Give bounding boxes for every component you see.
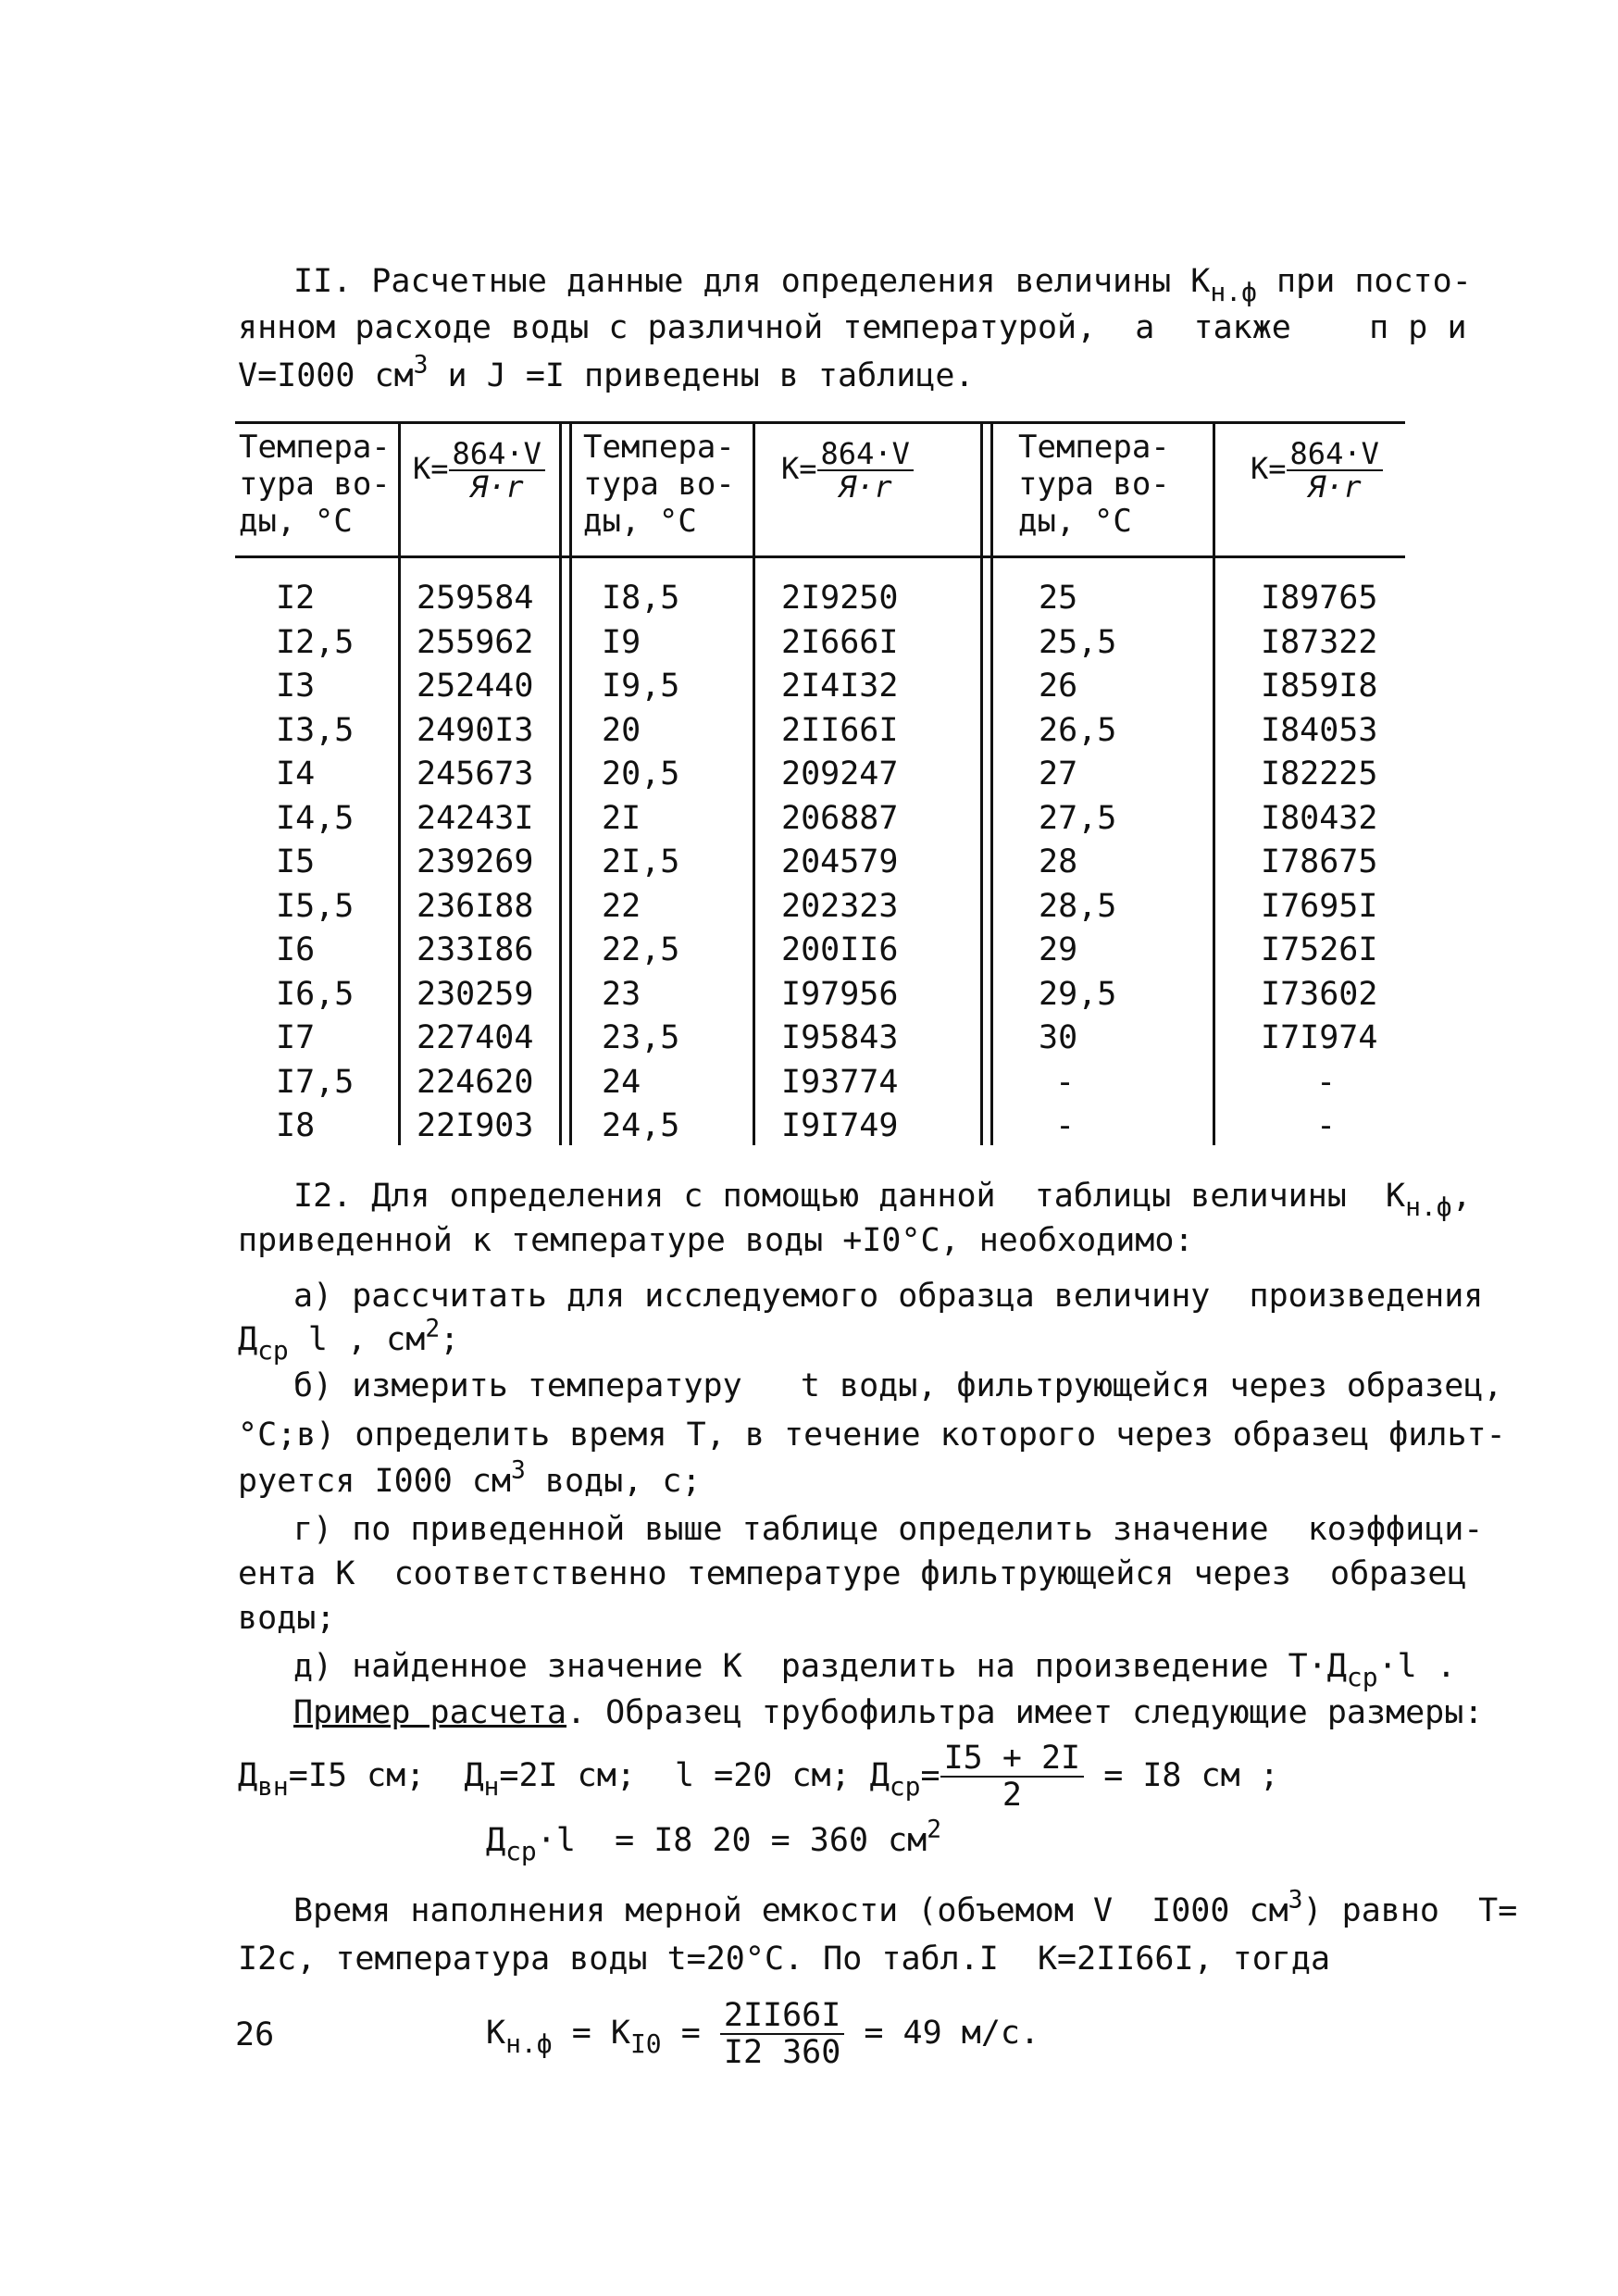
table-cell: 22 (602, 887, 641, 925)
table-cell: I84053 (1261, 711, 1378, 749)
table-cell: 2I666I (781, 623, 899, 661)
section-12-line-9: ента К соответственно температуре фильтрующейся через образец (238, 1555, 1467, 1592)
table-cell: 227404 (417, 1019, 534, 1056)
table-double-divider (980, 421, 993, 1145)
column-k-3 (1261, 577, 1377, 1149)
table-divider (753, 421, 755, 1145)
table-cell: 2II66I (781, 711, 899, 749)
column-temperature-3 (1039, 577, 1116, 1149)
table-cell: 200II6 (781, 931, 899, 968)
table-cell: - (1316, 1107, 1337, 1144)
section-12-line-4: $Д_{ср}$ l , $см^2$; (238, 1315, 460, 1366)
table-cell: 20,5 (602, 755, 680, 792)
header-temperature: Темпера- тура во- ды, °С (1018, 429, 1170, 540)
table-cell: 27,5 (1039, 799, 1117, 837)
table-cell: I97956 (781, 975, 899, 1013)
column-temperature-2 (602, 577, 679, 1149)
table-cell: 24243I (417, 799, 534, 837)
table-cell: 209247 (781, 755, 899, 792)
table-cell: I4,5 (276, 799, 355, 837)
section-12-line-1: I2. Для определения с помощью данной таблицы величины $К_{н.ф}$, (293, 1178, 1472, 1222)
table-cell: 2I,5 (602, 843, 680, 880)
table-cell: I6 (276, 931, 316, 968)
example-line-4: Время наполнения мерной емкости (объемом V I000 $см^3$) равно Т= (293, 1886, 1518, 1929)
table-cell: 28,5 (1039, 887, 1117, 925)
header-temperature: Темпера- тура во- ды, °С (239, 429, 391, 540)
table-cell: I7 (276, 1019, 316, 1056)
table-cell: - (1316, 1063, 1337, 1101)
section-12-line-10: воды; (238, 1600, 336, 1637)
header-k-formula: К= 864·V Я·r (413, 438, 545, 503)
table-cell: 255962 (417, 623, 534, 661)
table-cell: 30 (1039, 1019, 1078, 1056)
data-table (235, 421, 1405, 1145)
table-cell: 252440 (417, 668, 534, 705)
header-temperature: Темпера- тура во- ды, °С (583, 429, 735, 540)
header-k-formula: К= 864·V Я·r (781, 438, 914, 503)
table-cell: I89765 (1261, 580, 1378, 617)
table-cell: - (1055, 1107, 1076, 1144)
example-title: Пример расчета (293, 1694, 567, 1731)
table-cell: 259584 (417, 580, 534, 617)
table-cell: I87322 (1261, 623, 1378, 661)
table-cell: 26 (1039, 668, 1078, 705)
table-cell: I93774 (781, 1063, 899, 1101)
table-cell: I7,5 (276, 1063, 355, 1101)
table-cell: 20 (602, 711, 641, 749)
table-cell: I80432 (1261, 799, 1378, 837)
table-cell: 236I88 (417, 887, 534, 925)
section-12-line-11: д) найденное значение К разделить на произведение $Т\cdot Д_{ср}\cdot l$ . (293, 1648, 1456, 1692)
table-cell: 23,5 (602, 1019, 680, 1056)
table-cell: 24,5 (602, 1107, 680, 1144)
table-cell: I78675 (1261, 843, 1378, 880)
table-cell: I3,5 (276, 711, 355, 749)
section-11-line-2: янном расходе воды с различной температурой, а также п р и (238, 309, 1467, 346)
table-cell: 2I9250 (781, 580, 899, 617)
example-line-3: $Д_{ср}\cdot l = I8$ 20 = 360 $см^2$ (486, 1816, 942, 1866)
table-cell: I9,5 (602, 668, 680, 705)
section-12-line-2: приведенной к температуре воды +I0°С, необходимо: (238, 1222, 1194, 1259)
table-cell: 25,5 (1039, 623, 1117, 661)
table-cell: I9I749 (781, 1107, 899, 1144)
example-line-1: Пример расчета. Образец трубофильтра имеет следующие размеры: (293, 1694, 1484, 1731)
header-k-formula: К= 864·V Я·r (1251, 438, 1383, 503)
table-cell: I7695I (1261, 887, 1378, 925)
section-12-line-5: б) измерить температуру t воды, фильтрующейся через образец, (293, 1367, 1503, 1404)
table-cell: 233I86 (417, 931, 534, 968)
table-cell: I3 (276, 668, 316, 705)
page-number: 26 (235, 2016, 275, 2053)
table-cell: 26,5 (1039, 711, 1117, 749)
table-cell: I8,5 (602, 580, 680, 617)
table-cell: 239269 (417, 843, 534, 880)
table-divider (398, 421, 401, 1145)
table-cell: I6,5 (276, 975, 355, 1013)
table-top-rule (235, 421, 1405, 424)
table-cell: 25 (1039, 580, 1078, 617)
table-cell: I5 (276, 843, 316, 880)
section-11-line-3: V=I000 $см^3$ и J =I приведены в таблице. (238, 351, 975, 394)
table-cell: I2,5 (276, 623, 355, 661)
table-cell: 22I903 (417, 1107, 534, 1144)
table-cell: 28 (1039, 843, 1078, 880)
section-11-line-1: II. Расчетные данные для определения величины $К_{н.ф}$ при посто- (293, 263, 1472, 307)
table-cell: 245673 (417, 755, 534, 792)
table-cell: I5,5 (276, 887, 355, 925)
table-double-divider (559, 421, 572, 1145)
table-cell: I4 (276, 755, 316, 792)
table-cell: I859I8 (1261, 668, 1378, 705)
table-divider (1213, 421, 1215, 1145)
table-cell: 2I (602, 799, 641, 837)
table-cell: 224620 (417, 1063, 534, 1101)
section-12-line-3: а) рассчитать для исследуемого образца величину произведения (293, 1278, 1484, 1315)
column-k-1 (417, 577, 533, 1149)
table-cell: 2I4I32 (781, 668, 899, 705)
table-header-rule (235, 555, 1405, 558)
table-cell: I7I974 (1261, 1019, 1378, 1056)
table-cell: I9 (602, 623, 641, 661)
table-cell: 23 (602, 975, 641, 1013)
example-line-5: I2с, температура воды t=20°С. По табл.I К=2II66I, тогда (238, 1940, 1331, 1978)
table-cell: I7526I (1261, 931, 1378, 968)
table-cell: 24 (602, 1063, 641, 1101)
table-cell: - (1055, 1063, 1076, 1101)
table-cell: I73602 (1261, 975, 1378, 1013)
table-cell: 27 (1039, 755, 1078, 792)
table-cell: 2490I3 (417, 711, 534, 749)
example-line-6: $К_{н.ф} = К_{I0}$ = $\frac{2II66I}{I2 360}$ = 49 м/с. (486, 1997, 1040, 2071)
diameter-fraction: $\frac{I5 + 2I}{2}$ (940, 1741, 1085, 1813)
example-line-2: $Д_{вн}=I5$ см; $Д_н=2I$ см; l =20 см; $Д_{ср}=$ $\frac{I5 + 2I}{2}$ = I8 см ; (238, 1740, 1279, 1814)
column-temperature-1 (276, 577, 354, 1149)
table-cell: I2 (276, 580, 316, 617)
column-k-2 (781, 577, 898, 1149)
table-cell: I8 (276, 1107, 316, 1144)
section-12-line-8: г) по приведенной выше таблице определить значение коэффици- (293, 1511, 1484, 1548)
table-cell: 29,5 (1039, 975, 1117, 1013)
table-cell: 202323 (781, 887, 899, 925)
table-cell: 230259 (417, 975, 534, 1013)
table-cell: 22,5 (602, 931, 680, 968)
table-cell: I95843 (781, 1019, 899, 1056)
table-cell: 204579 (781, 843, 899, 880)
table-cell: 206887 (781, 799, 899, 837)
section-12-line-7: руется I000 $см^3$ воды, с; (238, 1456, 702, 1500)
table-cell: 29 (1039, 931, 1078, 968)
table-cell: I82225 (1261, 755, 1378, 792)
result-fraction: $\frac{2II66I}{I2 360}$ (720, 1998, 844, 2070)
section-12-line-6: °С;в) определить время Т, в течение которого через образец фильт- (238, 1416, 1506, 1454)
